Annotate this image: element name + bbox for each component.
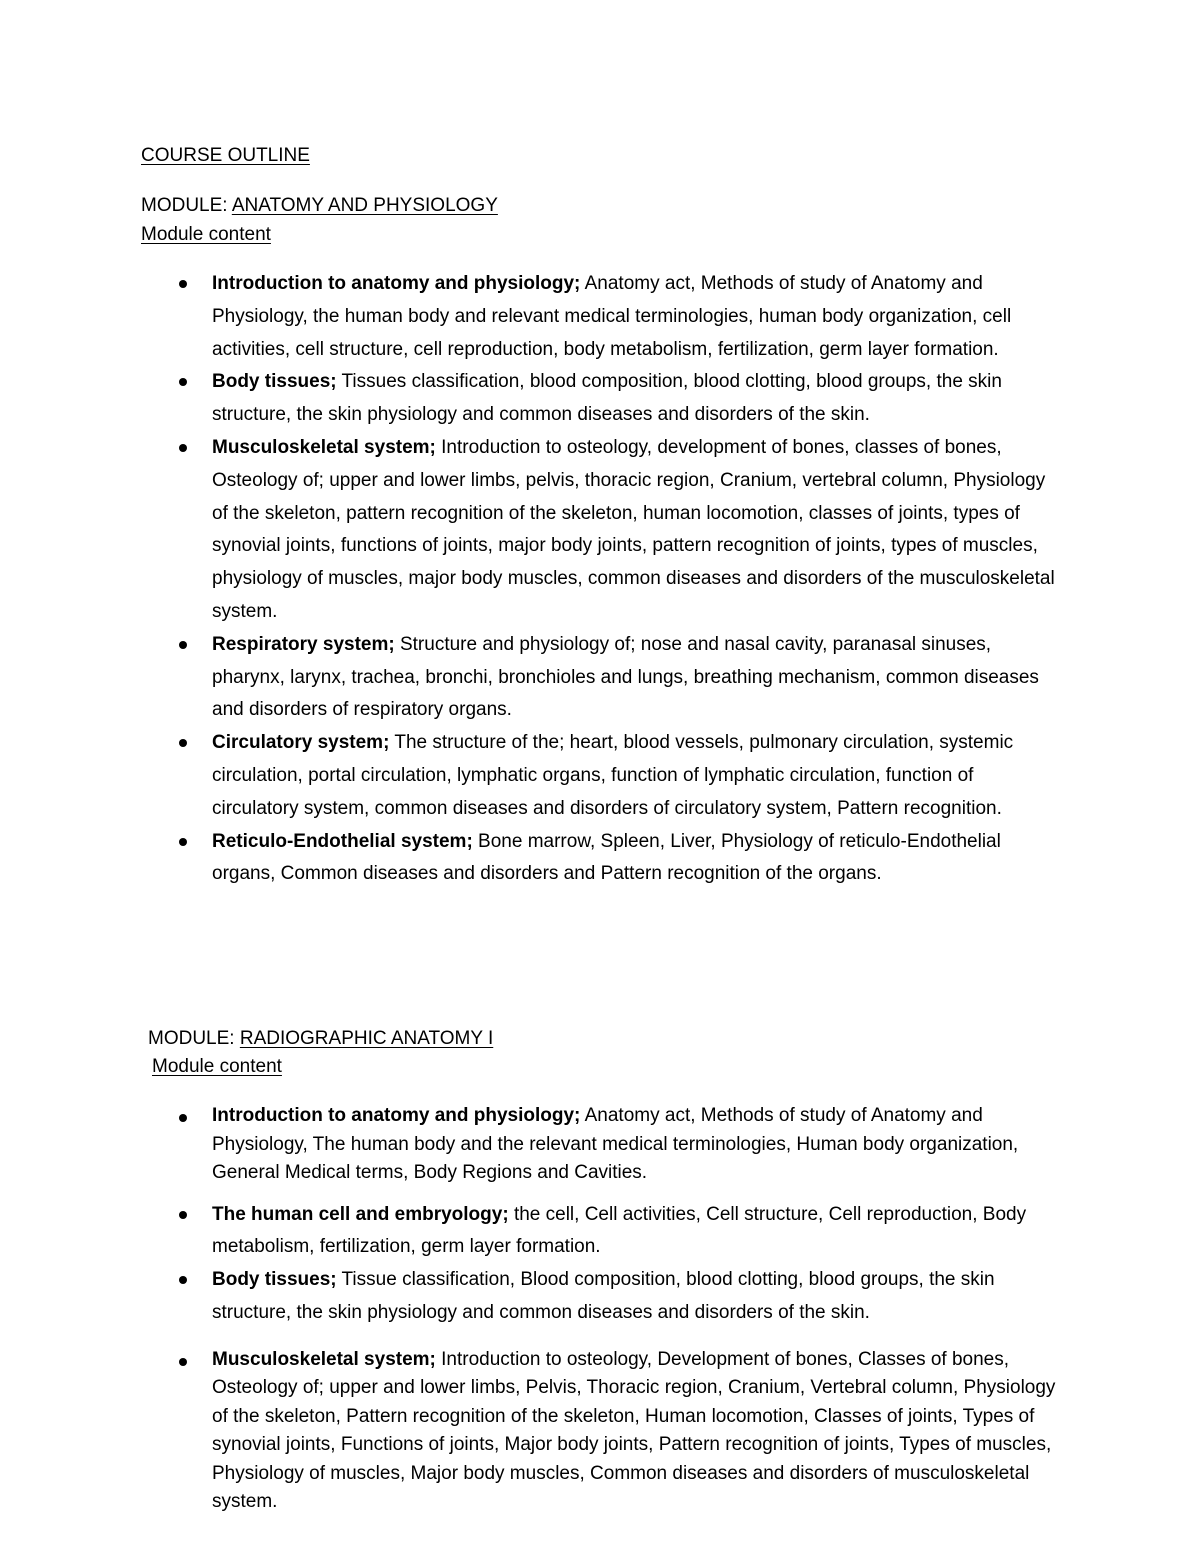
item-key: Musculoskeletal system; — [212, 436, 436, 458]
item-key: Circulatory system; — [212, 732, 390, 754]
bullet-icon — [179, 629, 187, 637]
bullet-icon — [179, 1346, 187, 1354]
page-title: COURSE OUTLINE — [141, 145, 310, 166]
module-content-heading: Module content — [141, 224, 271, 245]
item-text: Tissues classification, blood composition, blood clotting, blood groups, the skin structure, the skin physiology and common diseases and disorders of the skin. — [212, 371, 1002, 426]
item-key: Body tissues; — [212, 371, 337, 393]
bullet-icon — [179, 366, 187, 374]
list-item — [212, 268, 1062, 366]
item-text: The structure of the; heart, blood vessels, pulmonary circulation, systemic circulation, portal circulation, lymphatic organs, function of lymphatic circulation, function of circulatory system, common diseases and disorders of circulatory system, Pattern recognition. — [212, 732, 1014, 819]
item-key: Introduction to anatomy and physiology; — [212, 273, 581, 294]
module-content-list — [212, 1102, 1062, 1517]
bullet-icon — [179, 1199, 187, 1207]
module-heading — [141, 195, 498, 217]
list-item — [212, 826, 1062, 892]
module-heading — [148, 1028, 493, 1050]
item-text: Anatomy act, Methods of study of Anatomy and Physiology, The human body and the relevant medical terminologies, Human body organization, General Medical terms, Body Regions and Cavities. — [212, 1105, 1019, 1183]
module-name: RADIOGRAPHIC ANATOMY I — [239, 1028, 494, 1049]
bullet-icon — [179, 1264, 187, 1272]
module-prefix: MODULE: — [148, 1028, 240, 1049]
item-text: Bone marrow, Spleen, Liver, Physiology of reticulo-Endothelial organs, Common diseases and disorders and Pattern recognition of the organs. — [212, 830, 1001, 885]
bullet-icon — [179, 432, 187, 440]
item-text: Tissue classification, Blood composition, blood clotting, blood groups, the skin structure, the skin physiology and common diseases and disorders of the skin. — [212, 1269, 995, 1323]
item-key: Reticulo-Endothelial system; — [212, 830, 473, 852]
list-item — [212, 366, 1062, 432]
item-text: Introduction to osteology, Development of bones, Classes of bones, Osteology of; upper and lower limbs, Pelvis, Thoracic region, Cranium, Vertebral column, Physiology of the skeleton, Pattern recognition of the skeleton, Human locomotion, Classes of joints, Types of synovial joints, Functions of joints, Major body joints, Pattern recognition of joints, Types of muscles, Physiology of muscles, Major body muscles, Common diseases and disorders of musculoskeletal system. — [212, 1348, 1056, 1513]
bullet-icon — [179, 1102, 187, 1110]
item-key: Introduction to anatomy and physiology; — [212, 1105, 581, 1126]
item-text: the cell, Cell activities, Cell structure, Cell reproduction, Body metabolism, fertilization, germ layer formation. — [212, 1203, 1027, 1258]
list-item — [212, 1199, 1062, 1265]
list-item — [212, 432, 1062, 629]
item-text: Introduction to osteology, development of bones, classes of bones, Osteology of; upper and lower limbs, pelvis, thoracic region, Cranium, vertebral column, Physiology of the skeleton, pattern recognition of the skeleton, human locomotion, classes of joints, types of synovial joints, functions of joints, major body joints, pattern recognition of joints, types of muscles, physiology of muscles, major body muscles, common diseases and disorders of the musculoskeletal system. — [212, 436, 1055, 622]
bullet-icon — [179, 727, 187, 735]
item-text: Anatomy act, Methods of study of Anatomy and Physiology, the human body and relevant medical terminologies, human body organization, cell activities, cell structure, cell reproduction, body metabolism, fertilization, germ layer formation. — [212, 273, 1012, 360]
module-prefix: MODULE: — [141, 195, 232, 216]
item-key: Musculoskeletal system; — [212, 1348, 436, 1370]
item-text: Structure and physiology of; nose and nasal cavity, paranasal sinuses, pharynx, larynx, trachea, bronchi, bronchioles and lungs, breathing mechanism, common diseases and disorders of respiratory organs. — [212, 633, 1039, 721]
item-key: Respiratory system; — [212, 633, 395, 655]
bullet-icon — [179, 826, 187, 834]
module-content-heading: Module content — [152, 1056, 282, 1077]
item-key: Body tissues; — [212, 1269, 337, 1291]
bullet-icon — [179, 268, 187, 276]
module-content-list — [212, 268, 1062, 891]
list-item — [212, 1346, 1062, 1517]
list-item — [212, 727, 1062, 825]
module-name: ANATOMY AND PHYSIOLOGY — [231, 195, 498, 216]
list-item — [212, 1102, 1062, 1188]
list-item — [212, 1264, 1062, 1330]
item-key: The human cell and embryology; — [212, 1203, 509, 1225]
list-item — [212, 629, 1062, 727]
